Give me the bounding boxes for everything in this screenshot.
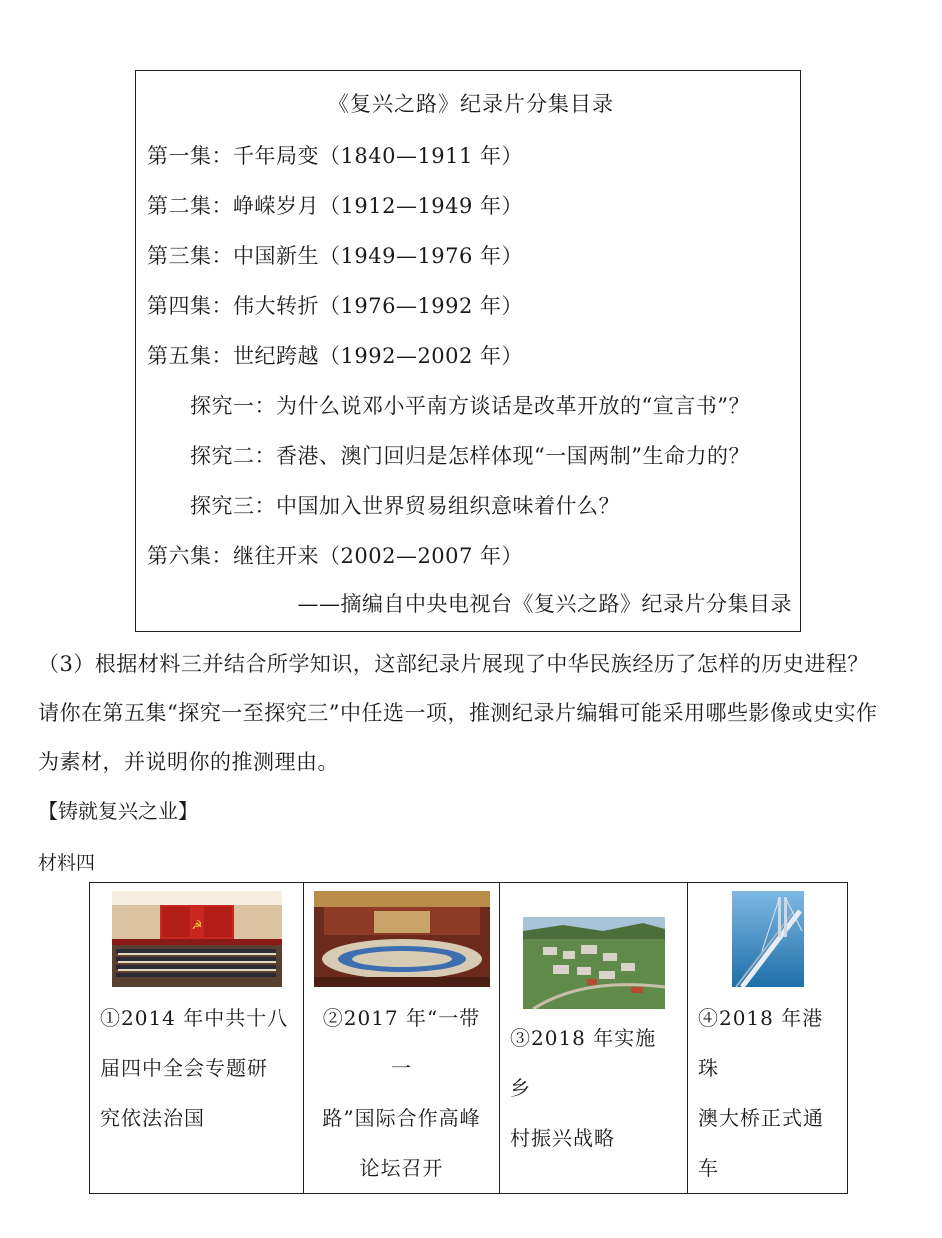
section-title: 【铸就复兴之业】 <box>38 799 198 823</box>
material-2-line-3: 论坛召开 <box>359 1156 444 1180</box>
material-1-line-1: ①2014 年中共十八 <box>100 1006 289 1030</box>
material-3-line-2: 村振兴战略 <box>510 1126 615 1150</box>
catalogue-source: ——摘编自中央电视台《复兴之路》纪录片分集目录 <box>297 592 792 616</box>
material-2-line-1: ②2017 年“一带一 <box>322 1006 481 1080</box>
material-cell-4 <box>688 883 848 1194</box>
material-cell-1 <box>90 883 304 1194</box>
material-1-line-2: 届四中全会专题研 <box>100 1056 268 1080</box>
material-1-line-3: 究依法治国 <box>100 1106 205 1130</box>
material-4-line-3: 车 <box>698 1156 719 1180</box>
question-line-2: 请你在第五集“探究一至探究三”中任选一项，推测纪录片编辑可能采用哪些影像或史实作 <box>38 701 878 725</box>
material-cell-3 <box>500 883 688 1194</box>
episode-1: 第一集：千年局变（1840—1911 年） <box>147 144 524 168</box>
material-4-line-1: ④2018 年港珠 <box>698 1006 824 1080</box>
material-4-line-2: 澳大桥正式通 <box>698 1106 824 1130</box>
plenary-session-photo <box>112 891 282 987</box>
forum-hall-photo <box>314 891 490 987</box>
material-table <box>89 882 848 1194</box>
question-line-1: （3）根据材料三并结合所学知识，这部纪录片展现了中华民族经历了怎样的历史进程？ <box>38 652 869 676</box>
bridge-photo <box>732 891 804 987</box>
probe-1: 探究一：为什么说邓小平南方谈话是改革开放的“宣言书”？ <box>190 394 750 418</box>
material-cell-2 <box>304 883 500 1194</box>
episode-5: 第五集：世纪跨越（1992—2002 年） <box>147 344 524 368</box>
village-aerial-photo <box>523 917 665 1009</box>
episode-2: 第二集：峥嵘岁月（1912—1949 年） <box>147 194 524 218</box>
material-3-line-1: ③2018 年实施乡 <box>510 1026 657 1100</box>
svg-text:☭: ☭ <box>191 918 202 932</box>
catalogue-title: 《复兴之路》纪录片分集目录 <box>328 92 614 116</box>
probe-3: 探究三：中国加入世界贸易组织意味着什么？ <box>190 494 620 518</box>
episode-3: 第三集：中国新生（1949—1976 年） <box>147 244 524 268</box>
probe-2: 探究二：香港、澳门回归是怎样体现“一国两制”生命力的？ <box>190 444 750 468</box>
episode-6: 第六集：继往开来（2002—2007 年） <box>147 544 524 568</box>
episode-4: 第四集：伟大转折（1976—1992 年） <box>147 294 524 318</box>
question-line-3: 为素材，并说明你的推测理由。 <box>38 750 339 774</box>
material-2-line-2: 路”国际合作高峰 <box>322 1106 481 1130</box>
material-label: 材料四 <box>38 852 96 874</box>
